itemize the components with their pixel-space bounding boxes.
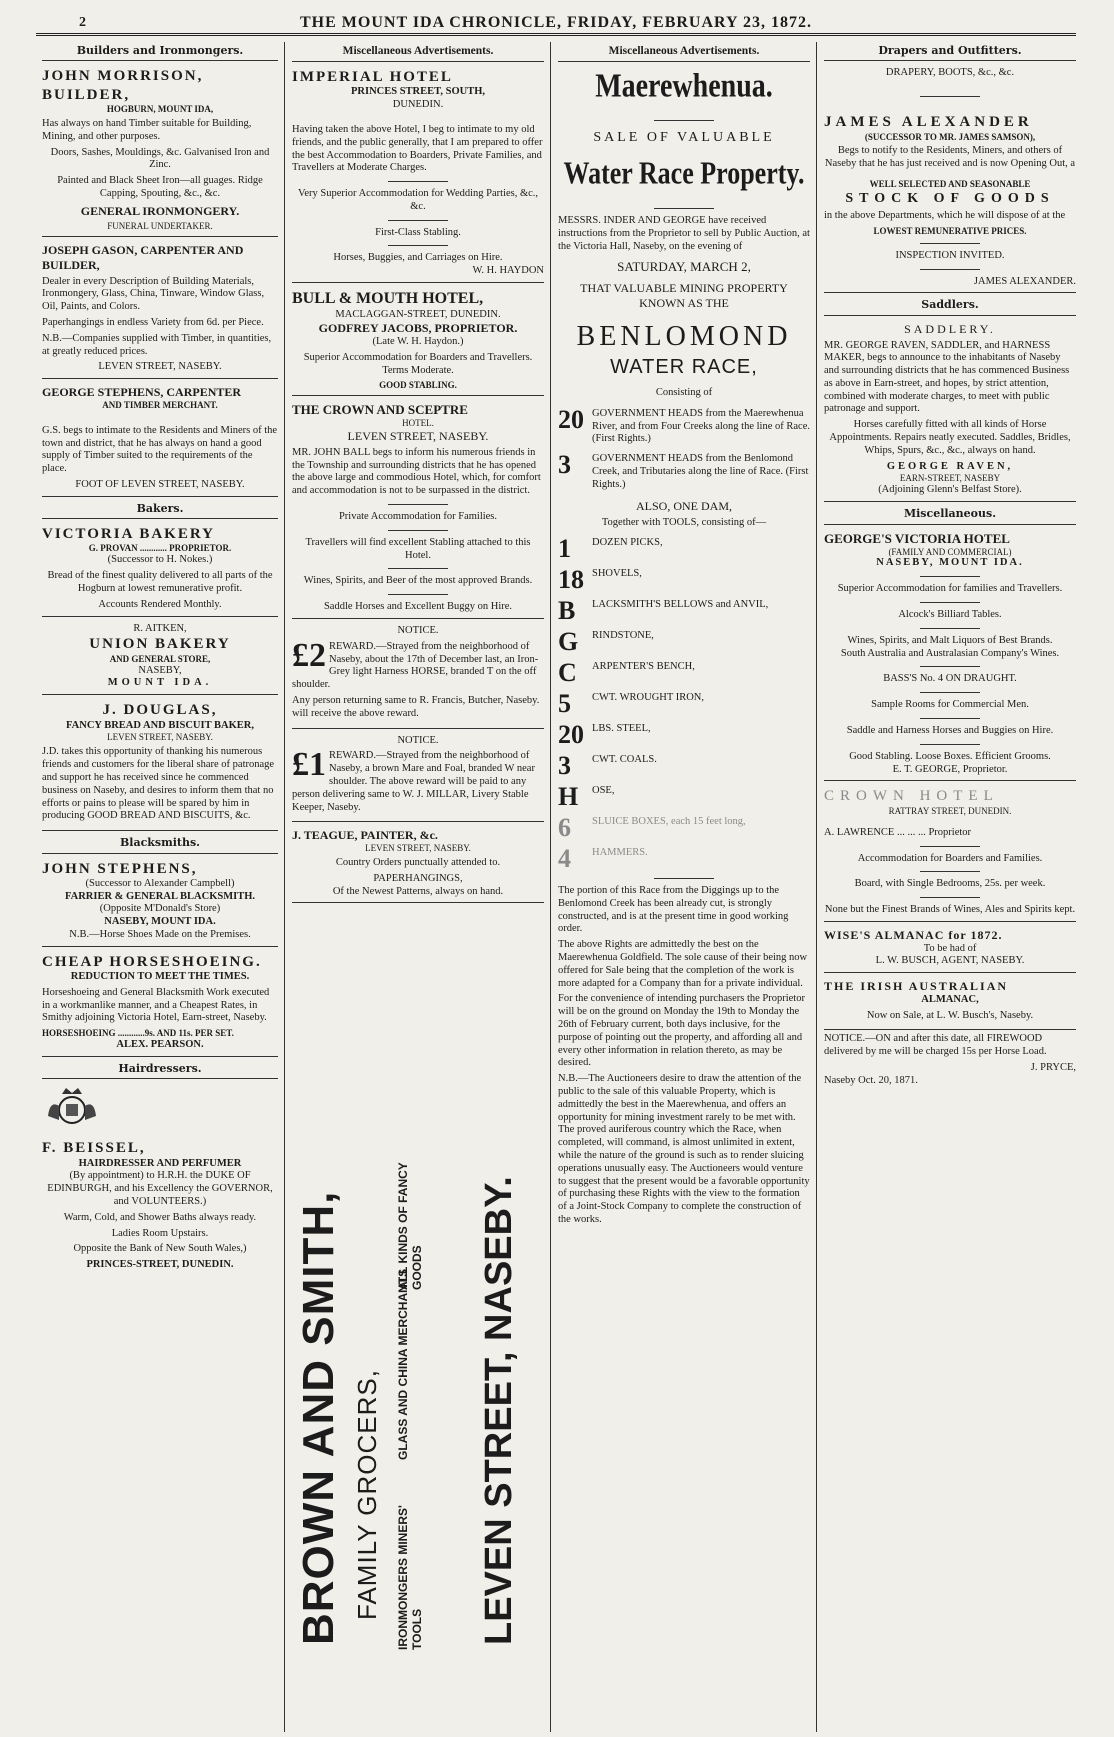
ad-title: Maerewhenua.	[595, 67, 773, 105]
item-text: SLUICE BOXES, each 15 feet long,	[592, 816, 746, 828]
ad-line: NASEBY,	[138, 664, 182, 676]
ad-line: A. LAWRENCE ... ... ... Proprietor	[824, 826, 972, 838]
list-item	[558, 596, 810, 626]
ad-line: Ladies Room Upstairs.	[111, 1227, 209, 1239]
ad-subtitle: FAMILY GROCERS,	[352, 1369, 382, 1620]
ad-subtitle: Water Race Property.	[563, 156, 805, 192]
ad-raven	[824, 319, 1076, 502]
ad-line: in the above Departments, which he will dispose of at the	[824, 210, 1066, 222]
ad-text: Begs to notify to the Residents, Miners, and others of Naseby that he has just received and is now Opening Out, a	[824, 145, 1076, 170]
divider	[920, 628, 980, 629]
ad-text: G.S. begs to intimate to the Residents and Miners of the town and district, that he has always on hand a good supply of Timber suited to the requirements of the place.	[42, 424, 278, 475]
ad-text: REWARD.—Strayed from the neighborhood of Naseby, about the 17th of December last, an Iron-Grey light Harness HORSE, branded T on the off shoulder.	[292, 640, 539, 691]
ad-beissel	[42, 1082, 278, 1271]
ad-line: BASS'S No. 4 ON DRAUGHT.	[883, 673, 1017, 685]
divider	[920, 96, 980, 97]
ad-text: Horses carefully fitted with all kinds of Horse Appointments. Repairs neatly executed. Saddles, Bridles, Whips, Spurs, &c., &c., always on hand.	[829, 419, 1071, 456]
ad-text: MR. GEORGE RAVEN, SADDLER, and HARNESS MAKER, begs to announce to the inhabitants of Naseby and surrounding districts that he has commenced Business as above in Earn-street, and hopes, by strict attention, combined with moderate charges, to meet with public patronage and support.	[824, 339, 1070, 415]
divider	[388, 504, 448, 505]
ad-title: BROWN AND SMITH,	[294, 1190, 343, 1645]
ad-line: LEVEN STREET, NASEBY.	[107, 732, 213, 743]
page-number: 2	[79, 15, 86, 30]
ad-line: Travellers will find excellent Stabling attached to this Hotel.	[305, 536, 531, 561]
ad-line: SATURDAY, MARCH 2,	[617, 259, 751, 275]
ad-line: THAT VALUABLE MINING PROPERTY KNOWN AS THE	[580, 281, 788, 310]
ad-text: For the convenience of intending purchasers the Proprietor will be on the ground on Monday the 19th to Monday the 26th of February current, both days inclusive, for the purpose of pointing out the property, and affording all and every other information in relation thereto, as may be desired.	[558, 993, 805, 1069]
ad-line: Wines, Spirits, and Malt Liquors of Best Brands.	[847, 634, 1053, 646]
divider	[654, 208, 714, 209]
ad-text: Horseshoeing and General Blacksmith Work executed in a workmanlike manner, and a Cheapest Rates, in Smithy adjoining Victoria Hotel, Earn-street, Naseby.	[42, 986, 270, 1024]
divider	[388, 530, 448, 531]
ad-title: JAMES ALEXANDER	[824, 114, 1033, 131]
ad-brown-smith	[286, 1140, 550, 1652]
ad-title: JOHN MORRISON, BUILDER,	[42, 68, 204, 103]
ad-victoria-bakery	[42, 522, 278, 616]
ad-text: Bread of the finest quality delivered to all parts of the Hogburn at lowest remunerative profit.	[47, 570, 273, 595]
section-heading: Saddlers.	[824, 296, 1076, 315]
ad-line: INSPECTION INVITED.	[895, 249, 1005, 261]
divider	[654, 120, 714, 121]
ad-cheap-horseshoeing	[42, 950, 278, 1057]
list-item	[558, 658, 810, 688]
ad-line: WELL SELECTED AND SEASONABLE	[869, 179, 1031, 190]
ad-line: G. PROVAN ............ PROPRIETOR.	[88, 543, 232, 554]
ad-line: Consisting of	[655, 387, 713, 399]
ad-george-stephens	[42, 382, 278, 497]
ad-line: DRAPERY, BOOTS, &c., &c.	[885, 67, 1015, 79]
ad-douglas	[42, 698, 278, 831]
ad-address: PRINCES STREET, SOUTH,	[350, 86, 485, 98]
divider	[388, 594, 448, 595]
ad-title: J. DOUGLAS,	[102, 702, 218, 719]
ad-subtitle: HOTEL.	[402, 418, 434, 429]
column-divider	[284, 42, 285, 1732]
item-number: 1	[558, 534, 571, 564]
ad-line: Warm, Cold, and Shower Baths always ready.	[63, 1211, 257, 1223]
ad-title: JOSEPH GASON, CARPENTER AND BUILDER,	[42, 243, 244, 272]
ad-line: GOOD STABLING.	[379, 380, 457, 391]
item-text: DOZEN PICKS,	[592, 537, 663, 549]
tool-list	[558, 534, 810, 874]
column-2	[286, 42, 550, 1734]
item-number: 3	[558, 751, 571, 781]
ad-title: GEORGE STEPHENS, CARPENTER	[42, 385, 242, 400]
ad-john-stephens	[42, 857, 278, 947]
ad-line: Now on Sale, at L. W. Busch's, Naseby.	[866, 1009, 1034, 1021]
item-number: 20	[558, 720, 584, 750]
ad-line: HORSESHOEING ............9s. AND 11s. PER SET.	[42, 1028, 234, 1039]
ad-line: GODFREY JACOBS, PROPRIETOR.	[318, 321, 518, 336]
item-text: CWT. COALS.	[592, 754, 657, 766]
divider	[920, 269, 980, 270]
section-heading: Blacksmiths.	[42, 834, 278, 853]
ad-line: Superior Accommodation for families and Travellers.	[837, 583, 1063, 595]
ad-text: Dealer in every Description of Building Materials, Ironmongery, Glass, China, Tinware, Window Glass, Oil, Paints, and Colors.	[42, 275, 265, 313]
ad-line: Accounts Rendered Monthly.	[98, 598, 222, 610]
ad-crown-hotel	[824, 784, 1076, 921]
ad-line: SALE OF VALUABLE	[593, 130, 775, 146]
ad-line: STOCK OF GOODS	[845, 191, 1055, 207]
ad-line: (Opposite M'Donald's Store)	[99, 903, 221, 915]
section-heading: Miscellaneous Advertisements.	[558, 42, 810, 62]
ad-text: The above Rights are admittedly the best on the Maerewhenua Goldfield. The sole cause of their being now offered for Sale being that the completion of the work is more adapted for a Company than for a private individual.	[558, 939, 808, 989]
ad-title: VICTORIA BAKERY	[42, 526, 215, 543]
section-heading: Bakers.	[42, 500, 278, 519]
ad-line: Any person returning same to R. Francis, Butcher, Naseby. will receive the above reward.	[292, 694, 540, 719]
ad-title: SADDLERY.	[904, 321, 996, 336]
ad-line: Good Stabling. Loose Boxes. Efficient Grooms.	[849, 750, 1051, 762]
ad-line: FUNERAL UNDERTAKER.	[107, 221, 213, 232]
ad-imperial-hotel	[292, 65, 544, 283]
ad-line: GEORGE RAVEN,	[886, 460, 1014, 472]
ad-address: LEVEN STREET, NASEBY.	[365, 842, 471, 853]
ad-subtitle: FANCY BREAD AND BISCUIT BAKER,	[66, 719, 254, 731]
ad-title: NOTICE.	[397, 734, 439, 746]
item-text: OSE,	[592, 785, 615, 797]
masthead	[36, 12, 1076, 36]
item-text: ARPENTER'S BENCH,	[592, 661, 695, 673]
ad-address: MACLAGGAN-STREET, DUNEDIN.	[335, 308, 501, 320]
list-item	[558, 751, 810, 781]
ad-title: CHEAP HORSESHOEING.	[42, 953, 262, 970]
ad-line: Doors, Sashes, Mouldings, &c. Galvanised Iron and Zinc.	[50, 146, 270, 171]
item-text: LACKSMITH'S BELLOWS and ANVIL,	[592, 599, 769, 611]
ad-line: Accommodation for Boarders and Families.	[857, 852, 1043, 864]
ad-subtitle: (SUCCESSOR TO MR. JAMES SAMSON),	[864, 131, 1036, 142]
reward-amount: £1	[292, 746, 326, 784]
item-number: H	[558, 782, 579, 812]
ad-subtitle: AND TIMBER MERCHANT.	[102, 399, 218, 410]
ad-text: REWARD.—Strayed from the neighborhood of Naseby, a brown Mare and Foal, branded W near shoulder. The above reward will be paid to any person delivering same to W. J. MILLAR, Livery Stable Keeper, Naseby.	[292, 750, 535, 813]
divider	[920, 846, 980, 847]
ad-line: FOOT OF LEVEN STREET, NASEBY.	[75, 478, 245, 490]
divider	[920, 576, 980, 577]
ad-title: IMPERIAL HOTEL	[292, 69, 453, 86]
ad-address: EARN-STREET, NASEBY	[899, 473, 1001, 484]
column-divider	[550, 42, 551, 1732]
column-3	[552, 42, 816, 1734]
ad-line: FARRIER & GENERAL BLACKSMITH.	[65, 890, 255, 902]
ad-subtitle: REDUCTION TO MEET THE TIMES.	[70, 971, 250, 983]
divider	[920, 744, 980, 745]
reward-amount: £2	[292, 636, 326, 674]
ad-address: LEVEN STREET, NASEBY.	[347, 429, 489, 444]
ad-text: MR. JOHN BALL begs to inform his numerous friends in the Township and surrounding districts that he has opened the above large and commodious Hotel, which, for comfort and accommodation is not to be surpassed in the district.	[292, 446, 541, 497]
ad-address: HOGBURN, MOUNT IDA,	[106, 104, 214, 114]
item-text: CWT. WROUGHT IRON,	[592, 692, 704, 704]
property-subname: WATER RACE,	[610, 355, 758, 378]
ad-text: MESSRS. INDER AND GEORGE have received instructions from the Proprietor to sell by Public Auction, at the Victoria Hall, Naseby, on the evening of	[558, 214, 810, 252]
royal-crest-icon	[42, 1086, 102, 1130]
ad-subtitle: (FAMILY AND COMMERCIAL)	[888, 546, 1012, 557]
ad-text: N.B.—The Auctioneers desire to draw the attention of the public to the sale of this valuable Property, which is admittedly the best in the Maerewhenua, and offers an opportunity for mining investment rarely to be met with. The proved auriferous country which the Race, when completed, will command, is almost unlimited in extent, while the nature of the ground is such as to render sluicing operations unusually easy. The Auctioneers would venture to suggest that the present would be a favorable opportunity of purchasing these Rights with the view to the formation of a Joint-Stock Company to complete the construction of the works.	[558, 1073, 810, 1225]
ad-line: MOUNT IDA.	[107, 677, 213, 689]
ad-title: JOHN STEPHENS,	[42, 860, 198, 877]
ad-notice-reward-1	[292, 732, 544, 823]
ad-line: NASEBY, MOUNT IDA.	[104, 916, 216, 928]
ad-line: R. AITKEN,	[133, 622, 187, 634]
ad-crown-sceptre	[292, 399, 544, 619]
ad-title: J. TEAGUE, PAINTER, &c.	[292, 828, 438, 843]
item-text: HAMMERS.	[592, 847, 648, 859]
ad-signature: JAMES ALEXANDER.	[973, 275, 1076, 287]
ad-line: L. W. BUSCH, AGENT, NASEBY.	[875, 955, 1025, 967]
ad-line: Very Superior Accommodation for Wedding Parties, &c., &c.	[297, 188, 539, 212]
ad-line: Alcock's Billiard Tables.	[898, 609, 1002, 621]
ad-address: RATTRAY STREET, DUNEDIN.	[888, 805, 1012, 816]
list-item	[558, 565, 810, 595]
ad-teague	[292, 825, 544, 903]
ad-signature: E. T. GEORGE, Proprietor.	[892, 763, 1008, 775]
ad-line: Opposite the Bank of New South Wales,)	[73, 1243, 247, 1255]
list-item	[558, 627, 810, 657]
ad-line: ALEX. PEARSON.	[116, 1039, 204, 1051]
ad-text: The portion of this Race from the Diggings up to the Benlomond Creek has been already cut, is strongly constructed, and is at the present time in good working order.	[558, 885, 789, 935]
item-text: GOVERNMENT HEADS from the Maerewhenua River, and from Four Creeks along the line of Race. (First Rights.)	[592, 407, 810, 445]
ad-line: Country Orders punctually attended to.	[335, 856, 501, 868]
ad-line: To be had of	[923, 942, 977, 954]
item-text: SHOVELS,	[592, 568, 642, 580]
ad-line: (By appointment) to H.R.H. the DUKE OF EDINBURGH, and his Excellency the GOVERNOR, and VOLUNTEERS.)	[47, 1170, 273, 1207]
item-number: 6	[558, 813, 571, 843]
ad-subtitle: HAIRDRESSER AND PERFUMER	[78, 1157, 242, 1169]
ad-line: PAPERHANGINGS,	[373, 872, 463, 884]
ad-line: (Late W. H. Haydon.)	[372, 336, 464, 348]
list-item	[558, 813, 810, 843]
divider	[920, 718, 980, 719]
ad-georges-hotel	[824, 528, 1076, 782]
ad-line: Board, with Single Bedrooms, 25s. per week.	[854, 878, 1046, 890]
ad-line: GLASS AND CHINA MERCHANTS	[396, 1268, 410, 1460]
list-item	[558, 450, 810, 491]
list-item	[558, 720, 810, 750]
column-1	[36, 42, 284, 1734]
ad-morrison	[42, 64, 278, 237]
ad-title: CROWN HOTEL	[824, 788, 999, 805]
ad-signature: J. PRYCE,	[1030, 1061, 1076, 1073]
item-number: 20	[558, 404, 584, 434]
divider	[388, 568, 448, 569]
ad-line: Saddle and Harness Horses and Buggies on Hire.	[846, 725, 1054, 737]
ad-line: LOWEST REMUNERATIVE PRICES.	[873, 225, 1027, 236]
list-item	[558, 844, 810, 874]
ad-line: None but the Finest Brands of Wines, Ales and Spirits kept.	[824, 904, 1076, 916]
section-heading: Builders and Ironmongers.	[42, 42, 278, 61]
ad-union-bakery	[42, 620, 278, 696]
divider	[920, 692, 980, 693]
list-item	[558, 534, 810, 564]
ad-line: ALSO, ONE DAM,	[636, 498, 732, 513]
ad-line: First-Class Stabling.	[375, 226, 461, 238]
ad-line: DUNEDIN.	[392, 99, 444, 111]
item-number: C	[558, 658, 577, 688]
ad-title: WISE'S ALMANAC for 1872.	[824, 927, 1003, 942]
divider	[920, 243, 980, 244]
ad-line: N.B.—Companies supplied with Timber, in quantities, at greatly reduced prices.	[42, 332, 272, 357]
ad-line: Horses, Buggies, and Carriages on Hire.	[333, 252, 503, 264]
ad-notice-reward-2	[292, 622, 544, 729]
ad-line: (Adjoining Glenn's Belfast Store).	[878, 484, 1022, 496]
ad-gason	[42, 240, 278, 379]
section-heading: Hairdressers.	[42, 1060, 278, 1079]
ad-line: Wines, Spirits, and Beer of the most approved Brands.	[303, 575, 533, 587]
ad-line: N.B.—Horse Shoes Made on the Premises.	[69, 929, 251, 940]
item-number: 4	[558, 844, 571, 874]
property-name: BENLOMOND	[576, 321, 792, 353]
ad-line: Saddle Horses and Excellent Buggy on Hire.	[323, 601, 513, 613]
item-number: 18	[558, 565, 584, 595]
ad-signature: W. H. HAYDON	[472, 265, 544, 277]
ad-title: NOTICE.	[397, 625, 439, 636]
ad-bull-mouth-hotel	[292, 286, 544, 396]
ad-text: Having taken the above Hotel, I beg to intimate to my old friends, and the public generally, that I am prepared to offer the best Accommodation to Boarders, Private Families, and Travellers at Moderate Charges.	[292, 123, 543, 174]
section-heading: Miscellaneous.	[824, 505, 1076, 524]
ad-irish-australian	[824, 976, 1076, 1030]
divider	[920, 871, 980, 872]
divider	[388, 220, 448, 221]
ad-line: Paperhangings in endless Variety from 6d. per Piece.	[42, 316, 264, 328]
ad-line: Together with TOOLS, consisting of—	[601, 517, 767, 529]
ad-line: Of the Newest Patterns, always on hand.	[332, 885, 504, 897]
ad-line: IRONMONGERS MINERS' TOOLS	[396, 1505, 424, 1650]
section-heading: Miscellaneous Advertisements.	[292, 42, 544, 62]
ad-text: Superior Accommodation for Boarders and Travellers. Terms Moderate.	[303, 351, 533, 376]
ad-line: Sample Rooms for Commercial Men.	[871, 699, 1029, 711]
ad-line: Private Accommodation for Families.	[338, 511, 498, 523]
divider	[654, 878, 714, 879]
ad-wises-almanac	[824, 925, 1076, 973]
ad-title: THE IRISH AUSTRALIAN	[824, 979, 1009, 994]
newspaper-title: THE MOUNT IDA CHRONICLE, FRIDAY, FEBRUARY 23, 1872.	[300, 14, 812, 31]
ad-line: South Australia and Australasian Company's Wines.	[840, 647, 1060, 659]
ad-james-alexander	[824, 64, 1076, 293]
divider	[920, 897, 980, 898]
divider	[920, 666, 980, 667]
divider	[920, 602, 980, 603]
ad-subtitle: AND GENERAL STORE,	[109, 653, 211, 664]
ad-title: THE CROWN AND SCEPTRE	[292, 402, 468, 418]
ad-line: Painted and Black Sheet Iron—all guages. Ridge Capping, Spouting, &c., &c.	[57, 175, 263, 199]
divider	[388, 181, 448, 182]
list-item	[558, 404, 810, 446]
item-text: GOVERNMENT HEADS from the Benlomond Creek, and Tributaries along the line of Race. (First Rights.)	[592, 453, 809, 490]
column-4	[818, 42, 1082, 1734]
ad-line: GENERAL IRONMONGERY.	[80, 203, 240, 218]
item-text: RINDSTONE,	[592, 630, 654, 642]
ad-title: BULL & MOUTH HOTEL,	[292, 290, 484, 308]
ad-address: NASEBY, MOUNT IDA.	[876, 557, 1024, 569]
ad-line: (Successor to H. Nokes.)	[107, 554, 213, 566]
ad-title: GEORGE'S VICTORIA HOTEL	[824, 530, 1010, 546]
item-number: 5	[558, 689, 571, 719]
ad-title: UNION BAKERY	[89, 636, 231, 653]
ad-text: Has always on hand Timber suitable for Building, Mining, and other purposes.	[42, 117, 252, 142]
ad-line: (Successor to Alexander Campbell)	[85, 877, 235, 889]
ad-title: F. BEISSEL,	[42, 1140, 146, 1157]
item-text: LBS. STEEL,	[592, 723, 651, 735]
item-number: 3	[558, 450, 571, 480]
divider	[388, 245, 448, 246]
ad-line: ALL KINDS OF FANCY GOODS	[396, 1162, 424, 1290]
ad-line: ALMANAC,	[921, 993, 979, 1005]
list-item	[558, 782, 810, 812]
ad-address: LEVEN STREET, NASEBY.	[478, 1176, 520, 1645]
ad-line: PRINCES-STREET, DUNEDIN.	[86, 1259, 234, 1271]
ad-firewood-notice	[824, 1033, 1076, 1087]
column-divider	[816, 42, 817, 1732]
item-number: B	[558, 596, 576, 626]
ad-text: J.D. takes this opportunity of thanking his numerous friends and customers for the liberal share of patronage and support he has received since he commenced business on Naseby, and desires to inform them that no efforts or pains to please will be spared by him in producing GOOD BREAD AND BISCUITS, &c.	[42, 746, 275, 822]
ad-text: NOTICE.—ON and after this date, all FIREWOOD delivered by me will be charged 15s per Horse Load.	[824, 1033, 1047, 1058]
list-item	[558, 689, 810, 719]
section-heading: Drapers and Outfitters.	[824, 42, 1076, 61]
ad-line: Naseby Oct. 20, 1871.	[824, 1074, 918, 1086]
ad-line: LEVEN STREET, NASEBY.	[98, 361, 222, 373]
item-number: G	[558, 627, 579, 657]
